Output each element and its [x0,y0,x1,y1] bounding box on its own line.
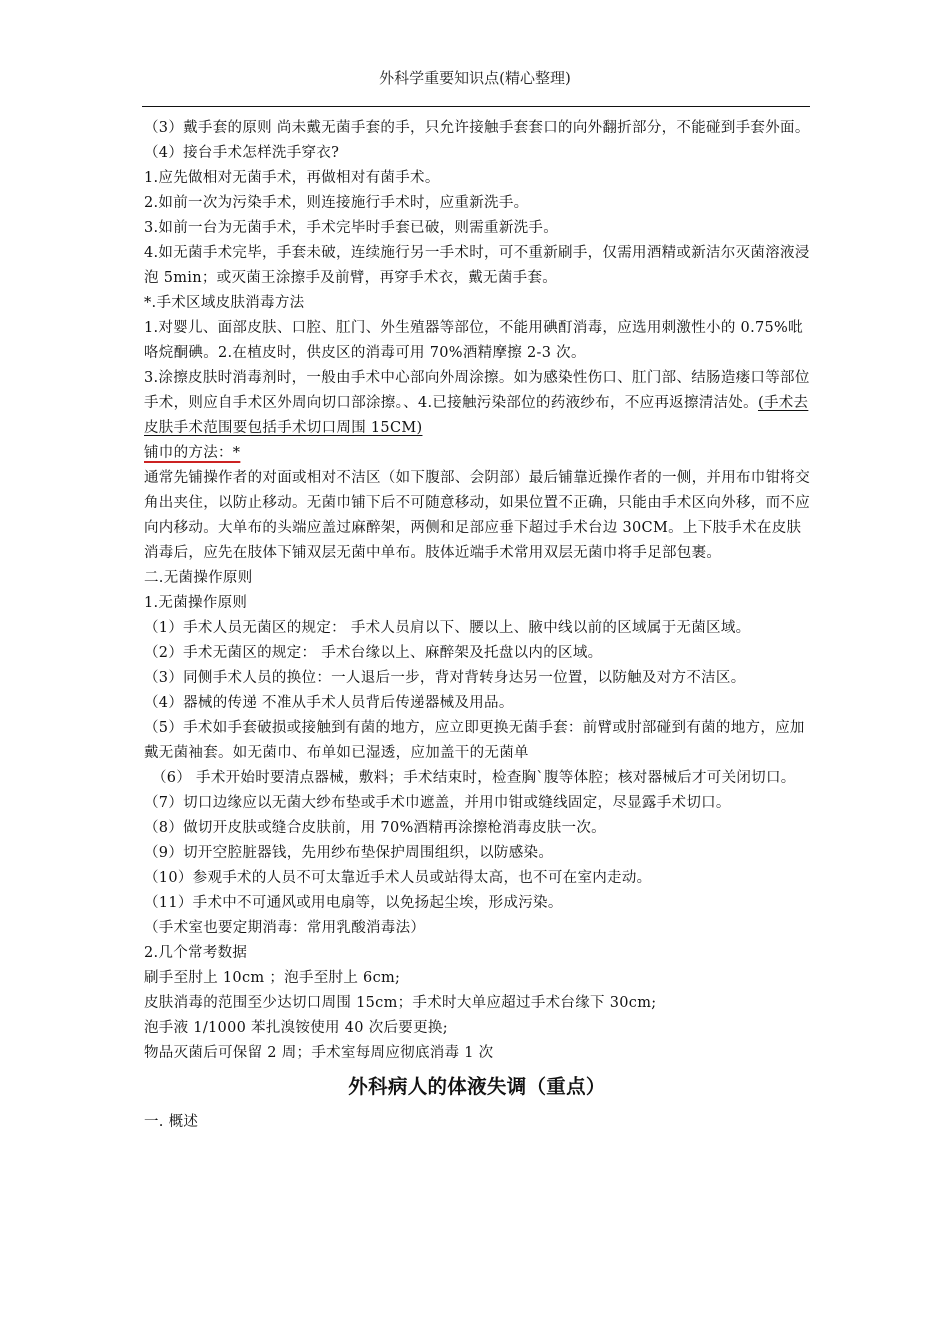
skin-item-3 [144,366,810,441]
data-item: 泡手液 1/1000 苯扎溴铵使用 40 次后要更换; [144,1020,448,1036]
rule-item: （9）切开空腔脏器钱，先用纱布垫保护周围组织，以防感染。 [144,845,554,861]
common-data-title: 2.几个常考数据 [144,945,248,961]
section-2-subtitle: 1.无菌操作原则 [144,595,248,611]
rule-item: （2）手术无菌区的规定： 手术台缘以上、麻醉架及托盘以内的区域。 [144,645,603,661]
rule-item: （5）手术如手套破损或接触到有菌的地方，应立即更换无菌手套：前臂或肘部碰到有菌的地方，应加戴无菌袖套。如无菌巾、布单如已湿透，应加盖干的无菌单 [144,720,805,761]
skin-range-note: (手术去皮肤手术范围要包括手术切口周围 15CM) [144,395,809,436]
q4-title: （4）接台手术怎样洗手穿衣? [144,145,340,161]
q4-item-4: 4.如无菌手术完毕，手套未破，连续施行另一手术时，可不重新刷手，仅需用酒精或新洁尔灭菌溶液浸泡 5min；或灭菌王涂擦手及前臂，再穿手术衣，戴无菌手套。 [144,245,810,286]
skin-item-3-text: 3.涂擦皮肤时消毒剂时，一般由手术中心部向外周涂擦。如为感染性伤口、肛门部、结肠造瘘口等部位手术，则应自手术区外周向切口部涂擦。、4.已接触污染部位的药液纱布，不应再返擦清洁处。 [144,370,810,411]
rule-item: （3）同侧手术人员的换位：一人退后一步，背对背转身达另一位置，以防触及对方不洁区。 [144,670,746,686]
q4-item-2: 2.如前一次为污染手术，则连接施行手术时，应重新洗手。 [144,195,529,211]
skin-disinfection-title: *.手术区域皮肤消毒方法 [144,295,305,311]
data-item: 物品灭菌后可保留 2 周；手术室每周应彻底消毒 1 次 [144,1045,494,1061]
data-item: 皮肤消毒的范围至少达切口周围 15cm；手术时大单应超过手术台缘下 30cm; [144,995,657,1011]
rule-item: （6） 手术开始时要清点器械，敷料；手术结束时，检查胸`腹等体腔；核对器械后才可关闭切口。 [152,770,796,786]
page-header-title: 外科学重要知识点(精心整理) [379,69,571,87]
rule-item: （10）参观手术的人员不可太靠近手术人员或站得太高，也不可在室内走动。 [144,870,652,886]
rule-item: （1）手术人员无菌区的规定： 手术人员肩以下、腰以上、腋中线以前的区域属于无菌区域。 [144,620,751,636]
header-divider [142,106,810,107]
rule-item: （手术室也要定期消毒：常用乳酸消毒法） [144,920,426,936]
rule-item: （7）切口边缘应以无菌大纱布垫或手术巾遮盖，并用巾钳或缝线固定，尽显露手术切口。 [144,795,731,811]
section-heading: 外科病人的体液失调（重点） [348,1075,606,1098]
rule-item: （11）手术中不可通风或用电扇等，以免扬起尘埃，形成污染。 [144,895,563,911]
q4-item-1: 1.应先做相对无菌手术，再做相对有菌手术。 [144,170,440,186]
skin-item-1: 1.对婴儿、面部皮肤、口腔、肛门、外生殖器等部位，不能用碘酊消毒，应选用刺激性小的 0.75%吡咯烷酮碘。2.在植皮时，供皮区的消毒可用 70%酒精摩擦 2-3 次。 [144,320,803,361]
rule-item: （4）器械的传递 不准从手术人员背后传递器械及用品。 [144,695,514,711]
overview-heading: 一. 概述 [144,1114,199,1130]
drape-method-title [144,441,810,466]
document-body [144,116,810,1135]
drape-method-title-text: 铺巾的方法：* [144,445,241,461]
section-2-title: 二.无菌操作原则 [144,570,253,586]
data-item: 刷手至肘上 10cm ；泡手至肘上 6cm; [144,970,401,986]
drape-method-paragraph: 通常先铺操作者的对面或相对不洁区（如下腹部、会阴部）最后铺靠近操作者的一侧，并用布巾钳将交角出夹住，以防止移动。无菌巾铺下后不可随意移动，如果位置不正确，只能由手术区向外移，而不应向内移动。大单布的头端应盖过麻醉架，两侧和足部应垂下超过手术台边 30CM。上下肢手术在皮肤消毒后，应先在肢体下铺双层无菌中单布。肢体近端手术常用双层无菌巾将手足部包裹。 [144,470,810,561]
q4-item-3: 3.如前一台为无菌手术，手术完毕时手套已破，则需重新洗手。 [144,220,559,236]
gloves-principle-paragraph: （3）戴手套的原则 尚未戴无菌手套的手，只允许接触手套套口的向外翻折部分，不能碰到手套外面。 [144,120,810,136]
rule-item: （8）做切开皮肤或缝合皮肤前，用 70%酒精再涂擦枪消毒皮肤一次。 [144,820,606,836]
